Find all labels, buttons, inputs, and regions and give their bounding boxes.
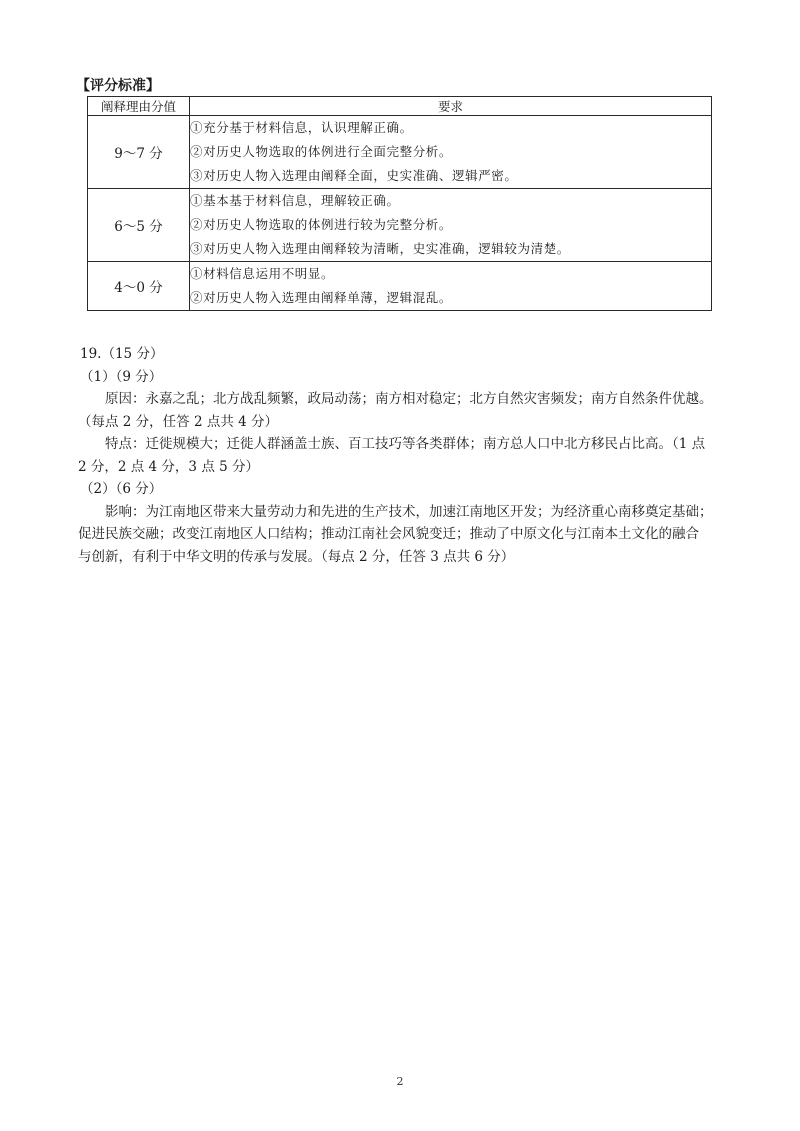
score-column-header: 阐释理由分值 bbox=[88, 97, 190, 116]
feature-text: 特点：迁徙规模大；迁徙人群涵盖士族、百工技巧等各类群体；南方总人口中北方移民占比高。（1 点 bbox=[105, 436, 706, 452]
part-2-label: （2）（6 分） bbox=[80, 481, 163, 497]
requirement-list bbox=[190, 116, 712, 189]
part-1-label: （1）（9 分） bbox=[80, 368, 163, 385]
rubric-row bbox=[88, 189, 712, 262]
requirement-list bbox=[190, 262, 712, 311]
score-range: 9～7 分 bbox=[88, 116, 190, 189]
reason-scoring: （每点 2 分，任答 2 点共 4 分） bbox=[78, 413, 279, 430]
rubric-row bbox=[88, 262, 712, 311]
score-range: 6～5 分 bbox=[88, 189, 190, 262]
requirement-item: ③对历史人物入选理由阐释全面，史实准确、逻辑严密。 bbox=[190, 168, 518, 183]
requirement-column-header: 要求 bbox=[190, 97, 712, 116]
rubric-table bbox=[87, 96, 712, 311]
reason-text: 原因：永嘉之乱；北方战乱频繁，政局动荡；南方相对稳定；北方自然灾害频发；南方自然条件优越。 bbox=[105, 391, 713, 407]
requirement-list bbox=[190, 189, 712, 262]
score-range: 4～0 分 bbox=[88, 262, 190, 311]
rubric-header-row bbox=[88, 97, 712, 116]
answer-section bbox=[78, 343, 733, 568]
page-number: 2 bbox=[396, 1075, 404, 1088]
requirement-item: ②对历史人物选取的体例进行全面完整分析。 bbox=[190, 144, 453, 159]
requirement-item: ①材料信息运用不明显。 bbox=[190, 266, 335, 281]
rubric-title: 【评分标准】 bbox=[76, 78, 160, 94]
requirement-item: ①充分基于材料信息，认识理解正确。 bbox=[190, 120, 413, 135]
requirement-item: ①基本基于材料信息，理解较正确。 bbox=[190, 193, 400, 208]
requirement-item: ②对历史人物入选理由阐释单薄，逻辑混乱。 bbox=[190, 290, 453, 305]
rubric-row bbox=[88, 116, 712, 189]
question-number: 19.（15 分） bbox=[80, 346, 164, 362]
impact-text-continued: 促进民族交融；改变江南地区人口结构；推动江南社会风貌变迁；推动了中原文化与江南本土文化的融合 bbox=[78, 526, 699, 542]
impact-scoring: 与创新，有利于中华文明的传承与发展。（每点 2 分，任答 3 点共 6 分） bbox=[78, 548, 515, 565]
requirement-item: ②对历史人物选取的体例进行较为完整分析。 bbox=[190, 217, 453, 232]
requirement-item: ③对历史人物入选理由阐释较为清晰，史实准确，逻辑较为清楚。 bbox=[190, 241, 570, 256]
feature-scoring: 2 分，2 点 4 分，3 点 5 分） bbox=[78, 458, 259, 475]
impact-text: 影响：为江南地区带来大量劳动力和先进的生产技术，加速江南地区开发；为经济重心南移奠定基础； bbox=[105, 503, 713, 520]
